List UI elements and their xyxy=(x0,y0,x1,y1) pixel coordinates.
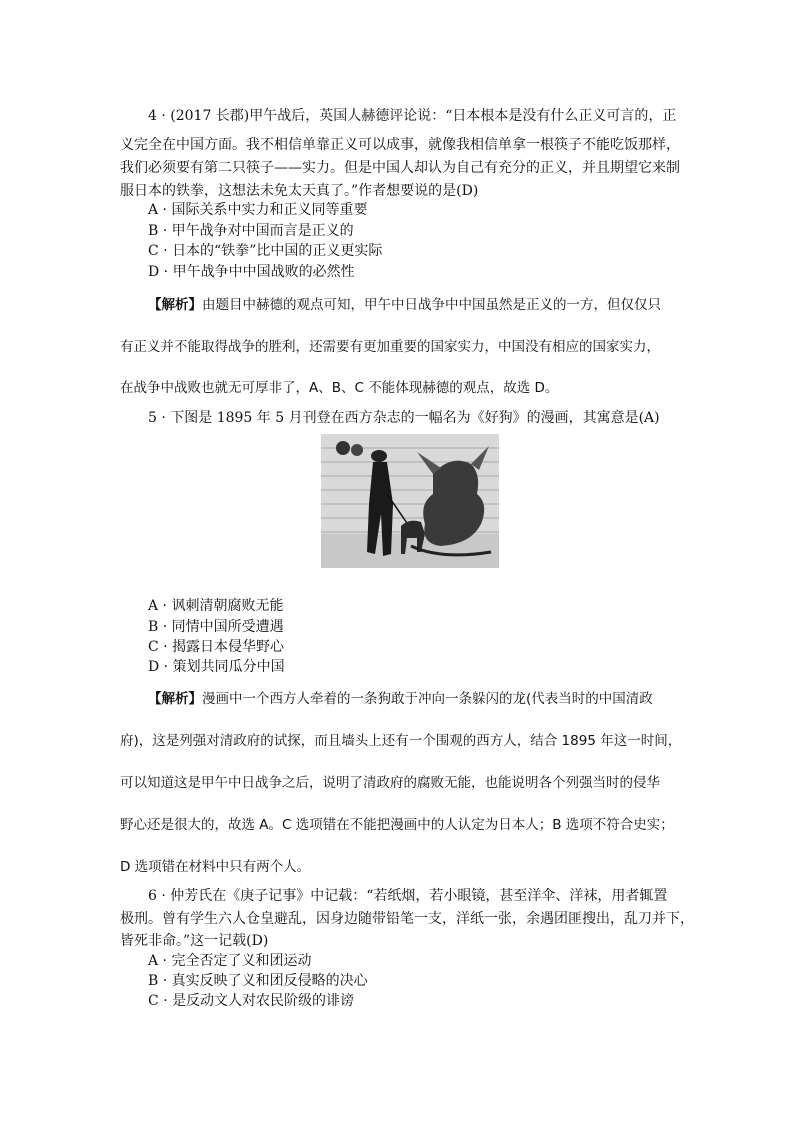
q4-stem-line-2: 义完全在中国方面。我不相信单靠正义可以成事，就像我相信单拿一根筷子不能吃饭那样， xyxy=(120,137,680,153)
q4-stem-line-3: 我们必须要有第二只筷子——实力。但是中国人却认为自己有充分的正义，并且期望它来制 xyxy=(120,160,680,176)
q5-analysis-line-1 xyxy=(148,689,653,709)
q4-stem-line-4: 服日本的铁拳，这想法未免太天真了。”作者想要说的是(D) xyxy=(120,183,479,199)
q5-option-c: C · 揭露日本侵华野心 xyxy=(148,639,285,655)
q5-option-b: B · 同情中国所受遭遇 xyxy=(148,619,284,635)
analysis-text: 由题目中赫德的观点可知，甲午中日战争中中国虽然是正义的一方，但仅仅只 xyxy=(202,297,661,313)
analysis-tag: 【解析】 xyxy=(148,297,202,313)
good-dog-cartoon-image xyxy=(321,434,499,568)
q6-option-c: C · 是反动文人对农民阶级的诽谤 xyxy=(148,993,355,1009)
q4-analysis-line-1 xyxy=(148,295,661,315)
q4-stem-line-1: 4 · (2017 长郡)甲午战后，英国人赫德评论说：“日本根本是没有什么正义可言的，正 xyxy=(148,108,677,124)
q6-stem-line-2: 极刑。曾有学生六人仓皇避乱，因身边随带铅笔一支，洋纸一张，余遇团匪搜出，乱刀并下， xyxy=(120,911,694,927)
q5-option-a: A · 讽刺清朝腐败无能 xyxy=(148,598,284,614)
analysis-tag: 【解析】 xyxy=(148,691,202,707)
q4-analysis-line-3: 在战争中战败也就无可厚非了，A、B、C 不能体现赫德的观点，故选 D。 xyxy=(120,380,559,396)
q6-stem-line-3: 皆死非命。”这一记载(D) xyxy=(120,933,269,949)
q6-option-b: B · 真实反映了义和团反侵略的决心 xyxy=(148,973,368,989)
q6-stem-line-1: 6 · 仲芳氏在《庚子记事》中记载：“若纸烟，若小眼镜，甚至洋伞、洋袜，用者辄置 xyxy=(148,888,668,904)
q5-analysis-line-5: D 选项错在材料中只有两个人。 xyxy=(120,859,311,875)
q4-option-c: C · 日本的“铁拳”比中国的正义更实际 xyxy=(148,243,383,259)
q5-analysis-line-4: 野心还是很大的，故选 A。C 选项错在不能把漫画中的人认定为日本人；B 选项不符合史实； xyxy=(120,817,674,833)
q5-analysis-line-2: 府)，这是列强对清政府的试探，而且墙头上还有一个围观的西方人，结合 1895 年这一时间， xyxy=(120,733,682,749)
q5-option-d: D · 策划共同瓜分中国 xyxy=(148,659,285,675)
q4-option-a: A · 国际关系中实力和正义同等重要 xyxy=(148,202,368,218)
q6-option-a: A · 完全否定了义和团运动 xyxy=(148,953,312,969)
q5-stem: 5 · 下图是 1895 年 5 月刊登在西方杂志的一幅名为《好狗》的漫画，其寓意是(A) xyxy=(148,410,660,426)
analysis-text: 漫画中一个西方人牵着的一条狗敢于冲向一条躲闪的龙(代表当时的中国清政 xyxy=(202,691,653,707)
q4-analysis-line-2: 有正义并不能取得战争的胜利，还需要有更加重要的国家实力，中国没有相应的国家实力， xyxy=(120,339,660,355)
q4-option-b: B · 甲午战争对中国而言是正义的 xyxy=(148,223,354,239)
q5-analysis-line-3: 可以知道这是甲午中日战争之后，说明了清政府的腐败无能，也能说明各个列强当时的侵华 xyxy=(120,775,660,791)
q4-option-d: D · 甲午战争中中国战败的必然性 xyxy=(148,264,355,280)
